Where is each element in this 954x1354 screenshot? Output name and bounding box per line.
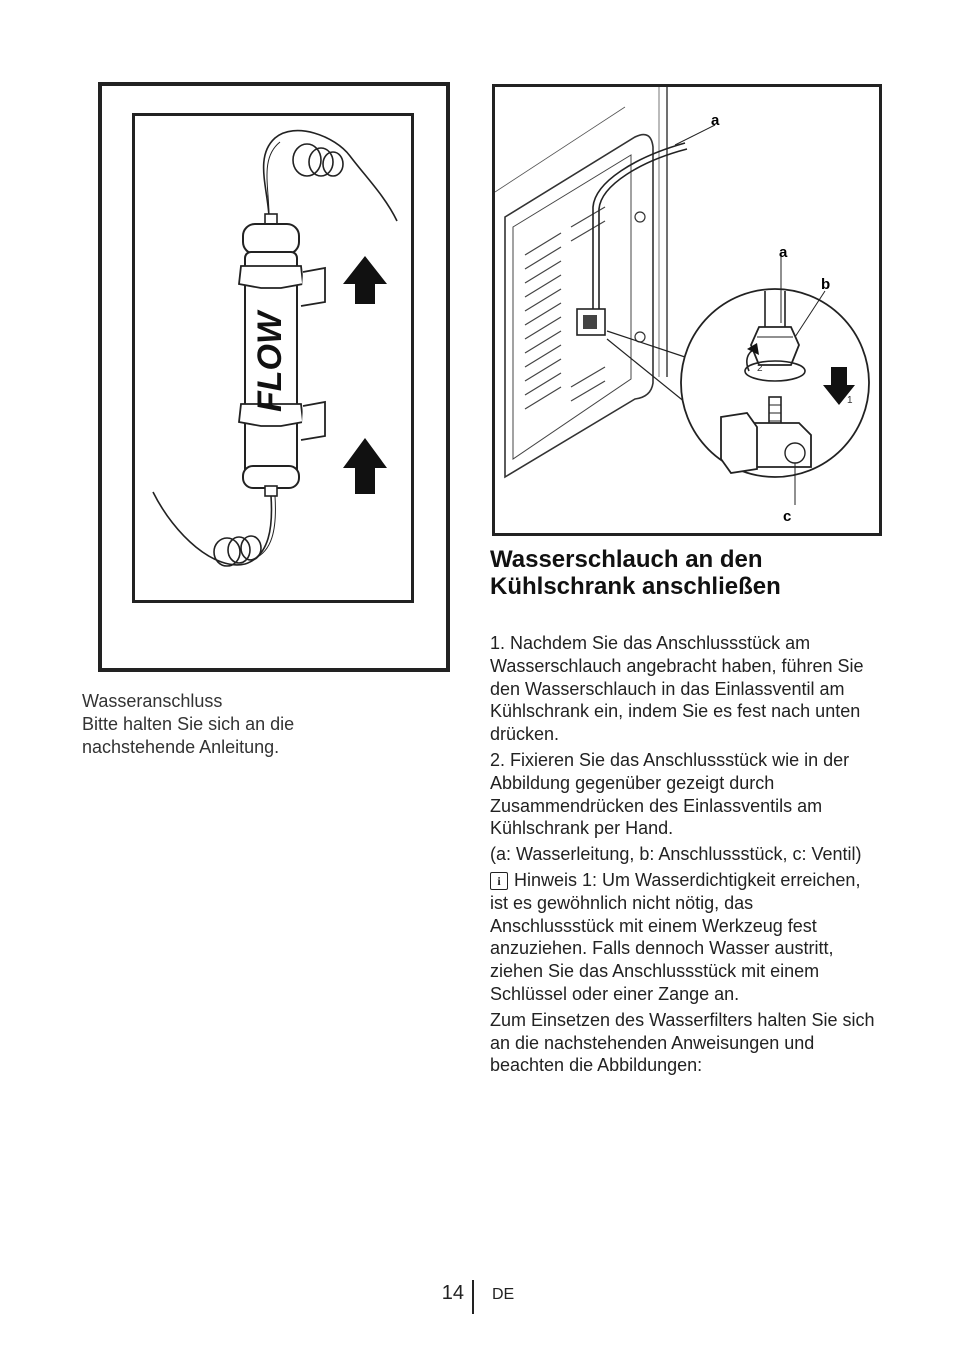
page-number: 14 — [441, 1282, 464, 1304]
page-footer — [0, 1280, 954, 1316]
callout-b: b — [821, 276, 831, 293]
language-code: DE — [492, 1286, 515, 1303]
up-arrow-icon — [343, 438, 387, 494]
filter-intro-paragraph: Zum Einsetzen des Wasserfilters halten Sie sich an die nachstehenden Anweisungen und beachten die Abbildungen: — [490, 1009, 875, 1076]
hose-connection-figure — [492, 84, 882, 536]
legend-paragraph: (a: Wasserleitung, b: Anschlussstück, c: Ventil) — [490, 844, 862, 865]
callout-c: c — [783, 508, 792, 525]
heading-line: Wasserschlauch an den — [490, 546, 763, 573]
callout-a-zoom: a — [779, 244, 788, 261]
section-heading — [490, 546, 890, 600]
step-2-label: 2 — [757, 363, 763, 374]
info-icon: i — [490, 872, 508, 890]
callout-a-top: a — [711, 112, 720, 129]
water-filter-figure — [98, 82, 450, 672]
caption-line: nachstehende Anleitung. — [82, 737, 280, 757]
caption-line: Wasseranschluss — [82, 691, 223, 711]
caption-line: Bitte halten Sie sich an die — [82, 714, 295, 734]
water-filter-illustration — [132, 113, 414, 603]
heading-line: Kühlschrank anschließen — [490, 573, 781, 600]
footer-divider — [472, 1280, 474, 1314]
figure-caption — [82, 690, 382, 759]
instruction-step-1: 1. Nachdem Sie das Anschlussstück am Wasserschlauch angebracht haben, führen Sie den Wasserschlauch in das Einlassventil am Kühlschrank ein, indem Sie es fest nach unten drücken. — [490, 633, 864, 745]
note-text: Hinweis 1: Um Wasserdichtigkeit erreichen, ist es gewöhnlich nicht nötig, das Anschlussstück mit einem Werkzeug fest anzuziehen. Falls dennoch Wasser austritt, ziehen Sie das Anschlussstück mit einem Schlüssel oder einer Zange an. — [490, 869, 861, 1004]
up-arrow-icon — [343, 256, 387, 304]
note-paragraph — [490, 869, 880, 1006]
flow-label: FLOW — [251, 311, 289, 412]
instruction-step-2: 2. Fixieren Sie das Anschlussstück wie in der Abbildung gegenüber gezeigt durch Zusammendrücken des Einlassventils am Kühlschrank per Hand. — [490, 749, 850, 839]
instructions-body — [490, 632, 880, 1080]
step-1-label: 1 — [847, 395, 853, 406]
